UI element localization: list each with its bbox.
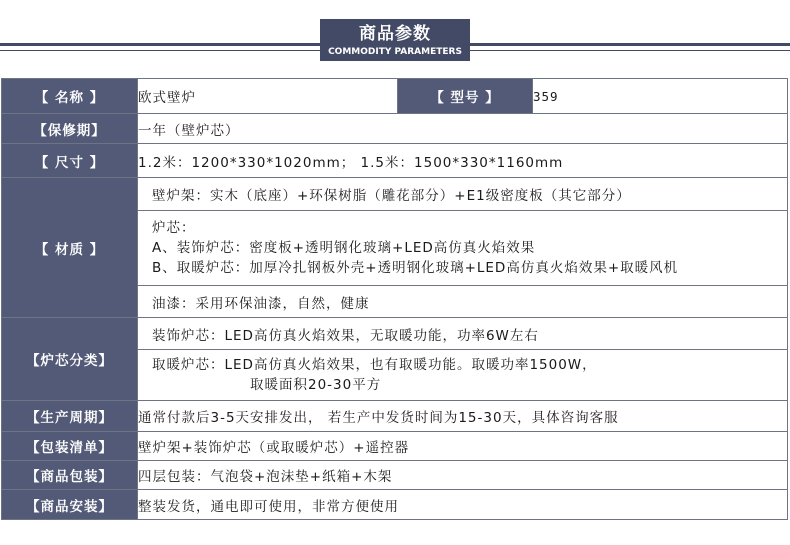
value-core-decor: 装饰炉芯：LED高仿真火焰效果，无取暖功能，功率6W左右 — [138, 318, 788, 350]
row-install — [2, 490, 788, 520]
label-production: 【生产周期】 — [2, 401, 138, 432]
label-size: 【 尺寸 】 — [2, 144, 138, 178]
value-size: 1.2米：1200*330*1020mm； 1.5米：1500*330*1160mm — [138, 144, 788, 178]
label-package-list: 【包装清单】 — [2, 432, 138, 461]
section-title: 商品参数 — [359, 24, 431, 44]
row-packaging — [2, 461, 788, 490]
value-material-core — [138, 211, 788, 286]
row-warranty — [2, 114, 788, 144]
section-subtitle: COMMODITY PARAMETERS — [328, 47, 462, 57]
value-warranty: 一年（壁炉芯） — [138, 114, 788, 144]
section-title-box — [320, 19, 470, 61]
material-core-a: A、装饰炉芯：密度板+透明钢化玻璃+LED高仿真火焰效果 — [152, 240, 536, 256]
value-material-paint: 油漆：采用环保油漆，自然，健康 — [138, 286, 788, 318]
row-core-decor — [2, 318, 788, 350]
row-name — [2, 79, 788, 114]
material-core-title: 炉芯： — [152, 220, 196, 236]
value-material-frame: 壁炉架：实木（底座）+环保树脂（雕花部分）+E1级密度板（其它部分） — [138, 178, 788, 211]
label-material: 【 材质 】 — [2, 178, 138, 318]
value-package-list: 壁炉架+装饰炉芯（或取暖炉芯）+遥控器 — [138, 432, 788, 461]
core-heat-line2: 取暖面积20-30平方 — [250, 377, 382, 393]
row-production — [2, 401, 788, 432]
label-warranty: 【保修期】 — [2, 114, 138, 144]
row-package-list — [2, 432, 788, 461]
label-install: 【商品安装】 — [2, 490, 138, 520]
row-material-frame — [2, 178, 788, 211]
label-name: 【 名称 】 — [2, 79, 138, 114]
label-packaging: 【商品包装】 — [2, 461, 138, 490]
value-packaging: 四层包装：气泡袋+泡沫垫+纸箱+木架 — [138, 461, 788, 490]
value-core-heat — [138, 350, 788, 401]
row-size — [2, 144, 788, 178]
parameters-table — [1, 78, 788, 520]
value-install: 整装发货，通电即可使用，非常方便使用 — [138, 490, 788, 520]
core-heat-line1: 取暖炉芯：LED高仿真火焰效果，也有取暖功能。取暖功率1500W， — [152, 357, 597, 373]
label-model: 【 型号 】 — [398, 79, 533, 114]
material-core-b: B、取暖炉芯：加厚冷扎钢板外壳+透明钢化玻璃+LED高仿真火焰效果+取暖风机 — [152, 260, 679, 276]
section-header — [0, 0, 790, 70]
value-model: 359 — [533, 79, 788, 114]
value-name: 欧式壁炉 — [138, 79, 398, 114]
value-production: 通常付款后3-5天安排发出， 若生产中发货时间为15-30天，具体咨询客服 — [138, 401, 788, 432]
label-core-type: 【炉芯分类】 — [2, 318, 138, 401]
